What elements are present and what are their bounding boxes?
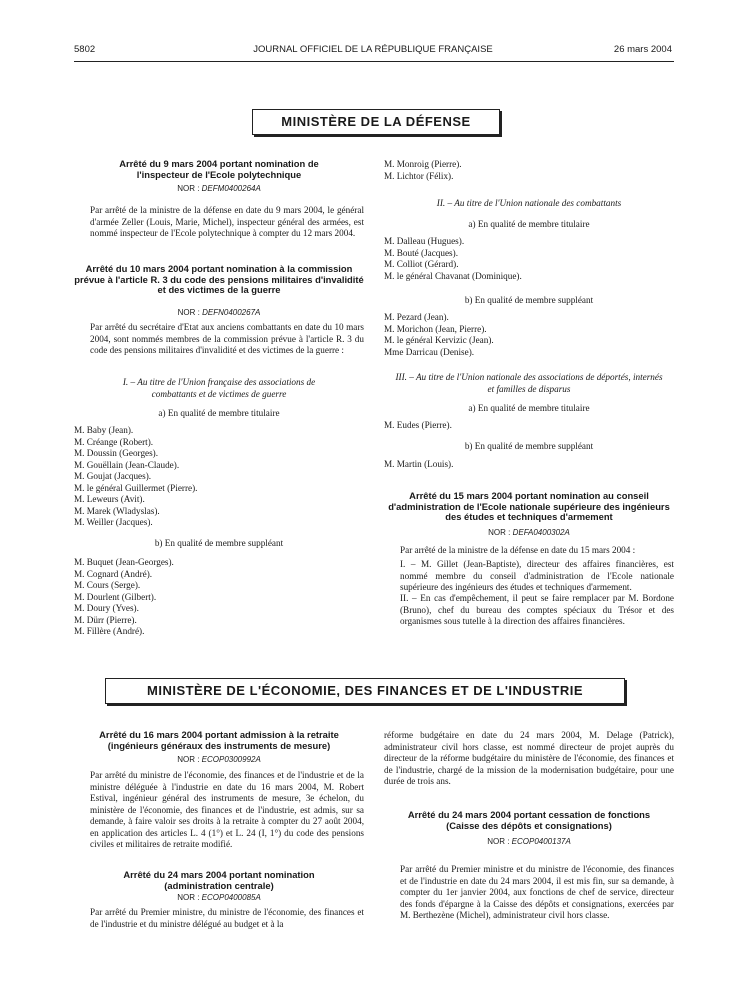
list-item: M. Créange (Robert). (74, 436, 154, 447)
nor-reference: NOR : ECOP0300992A (177, 755, 261, 764)
list-item: M. Eudes (Pierre). (384, 420, 452, 430)
list-item: M. Goujat (Jacques). (74, 471, 152, 481)
page-number: 5802 (74, 44, 96, 55)
list-item: M. le général Chavanat (Dominique). (384, 270, 522, 281)
list-item: M. Fillère (André). (74, 626, 145, 636)
list-item: M. le général Kervizic (Jean). (384, 335, 494, 345)
list-item: M. Lichtor (Félix). (384, 170, 454, 181)
nor-reference: NOR : ECOP0400085A (177, 893, 261, 902)
member-list (384, 159, 462, 182)
subsection-heading: a) En qualité de membre titulaire (158, 408, 280, 418)
list-item: M. Marek (Wladyslas). (74, 505, 160, 516)
list-item: M. Bouté (Jacques). (384, 247, 458, 258)
ministry-heading-economie: MINISTÈRE DE L'ÉCONOMIE, DES FINANCES ET DE L'INDUSTRIE (105, 678, 625, 704)
list-item: M. Doussin (Georges). (74, 448, 159, 458)
member-list (384, 420, 452, 432)
article-title: Arrêté du 9 mars 2004 portant nomination de l'inspecteur de l'Ecole polytechnique (119, 158, 319, 180)
article-title: Arrêté du 16 mars 2004 portant admission à la retraite (ingénieurs généraux des instruments de mesure) (99, 729, 339, 751)
article-body: Par arrêté du ministre de l'économie, des finances et de l'industrie et de la ministre déléguée à l'industrie en date du 16 mars 2004, M. Robert Estival, ingénieur général des instruments de mesure, 3e échelon, du ministère de l'économie, des finances et de l'industrie, est admis, sur sa demande, à faire valoir ses droits à la retraite à compter du 27 août 2004, en application des articles L. 4 (1°) et L. 24 (I, 1°) du code des pensions civiles et militaires de retraite modifié. (90, 770, 364, 849)
list-item: M. Martin (Louis). (384, 459, 454, 469)
subsection-heading: b) En qualité de membre suppléant (464, 295, 594, 305)
list-item: M. Buquet (Jean-Georges). (74, 557, 174, 567)
section-heading: I. – Au titre de l'Union française des associations de combattants et de victimes de guerre (122, 377, 316, 399)
article-body: Par arrêté du Premier ministre, du ministre de l'économie, des finances et de l'industrie et du ministre délégué au budget et à la (90, 907, 364, 929)
member-list (74, 425, 197, 529)
list-item: M. le général Guillermet (Pierre). (74, 482, 198, 493)
subsection-heading: a) En qualité de membre titulaire (468, 403, 590, 413)
subsection-heading: b) En qualité de membre suppléant (154, 538, 284, 548)
running-header (74, 44, 672, 60)
section-heading: II. – Au titre de l'Union nationale des combattants (436, 198, 622, 208)
nor-reference: NOR : DEFN0400267A (177, 308, 261, 317)
list-item: M. Pezard (Jean). (384, 312, 449, 322)
list-item: M. Monroig (Pierre). (384, 159, 462, 169)
nor-reference: NOR : ECOP0400137A (487, 837, 571, 846)
nor-reference: NOR : DEFA0400302A (488, 528, 570, 537)
list-item: M. Dourlent (Gilbert). (74, 591, 157, 602)
member-list (74, 557, 174, 638)
list-item: Mme Darricau (Denise). (384, 346, 475, 357)
article-body: Par arrêté de la ministre de la défense en date du 15 mars 2004 : (400, 545, 636, 555)
journal-title: JOURNAL OFFICIEL DE LA RÉPUBLIQUE FRANÇAISE (253, 44, 493, 55)
article-title: Arrêté du 15 mars 2004 portant nomination au conseil d'administration de l'Ecole nationale supérieure des ingénieurs des études et techniques d'armement (388, 490, 670, 522)
section-heading: III. – Au titre de l'Union nationale des associations de déportés, internés et familles de disparus (395, 372, 663, 394)
list-item: M. Doury (Yves). (74, 603, 139, 613)
article-title: Arrêté du 24 mars 2004 portant cessation de fonctions (Caisse des dépôts et consignations) (407, 809, 651, 831)
article-title: Arrêté du 24 mars 2004 portant nomination (administration centrale) (123, 869, 315, 891)
member-list (384, 312, 494, 358)
list-item: M. Cours (Serge). (74, 580, 141, 590)
article-body: Par arrêté de la ministre de la défense en date du 9 mars 2004, le général d'armée Zeller (Louis, Marie, Michel), inspecteur général des armées, est nommé inspecteur de l'Ecole polytechnique à compter du 12 mars 2004. (90, 205, 364, 238)
issue-date: 26 mars 2004 (613, 44, 672, 55)
list-item: M. Leweurs (Avit). (74, 494, 145, 504)
list-item: M. Dalleau (Hugues). (384, 236, 465, 246)
list-item: M. Colliot (Gérard). (384, 259, 459, 269)
article-body: Par arrêté du secrétaire d'Etat aux anciens combattants en date du 10 mars 2004, sont nommés membres de la commission prévue à l'article R. 3 du code des pensions militaires d'invalidité et des victimes de la guerre : (90, 322, 364, 355)
article-body: I. – M. Gillet (Jean-Baptiste), directeur des affaires financières, est nommé membre du conseil d'administration de l'Ecole nationale supérieure des ingénieurs des études et techniques d'armement. (400, 559, 674, 592)
article-title: Arrêté du 10 mars 2004 portant nomination à la commission prévue à l'article R. 3 du code des pensions militaires d'invalidité et des victimes de la guerre (74, 263, 364, 295)
list-item: M. Dürr (Pierre). (74, 614, 137, 625)
list-item: M. Morichon (Jean, Pierre). (384, 323, 487, 334)
subsection-heading: b) En qualité de membre suppléant (464, 441, 594, 451)
member-list (384, 236, 522, 282)
nor-reference: NOR : DEFM0400264A (177, 184, 261, 193)
article-body: II. – En cas d'empêchement, il peut se faire remplacer par M. Bordone (Bruno), chef du bureau des comptes spéciaux du Trésor et des organismes sous tutelle à la direction des affaires financières. (400, 593, 674, 626)
header-rule (74, 61, 674, 62)
article-body: réforme budgétaire en date du 24 mars 2004, M. Delage (Patrick), administrateur civil hors classe, est nommé directeur de projet auprès du directeur de la réforme budgétaire du ministère de l'économie, des finances et de l'industrie, chargé de la mission de la modernisation budgétaire, pour une durée de trois ans. (384, 730, 674, 786)
article-body: Par arrêté du Premier ministre et du ministre de l'économie, des finances et de l'industrie en date du 24 mars 2004, il est mis fin, sur sa demande, à compter du 1er janvier 2004, aux fonctions de chef de service, directeur des fonds d'épargne à la Caisse des dépôts et consignations, exercées par M. Berthezène (Michel), administrateur civil hors classe. (400, 864, 674, 920)
list-item: M. Gouëllain (Jean-Claude). (74, 459, 180, 470)
subsection-heading: a) En qualité de membre titulaire (468, 219, 590, 229)
list-item: M. Weiller (Jacques). (74, 517, 153, 527)
list-item: M. Cognard (André). (74, 568, 153, 579)
member-list (384, 459, 453, 471)
ministry-heading-defense: MINISTÈRE DE LA DÉFENSE (252, 109, 500, 135)
list-item: M. Baby (Jean). (74, 425, 134, 435)
